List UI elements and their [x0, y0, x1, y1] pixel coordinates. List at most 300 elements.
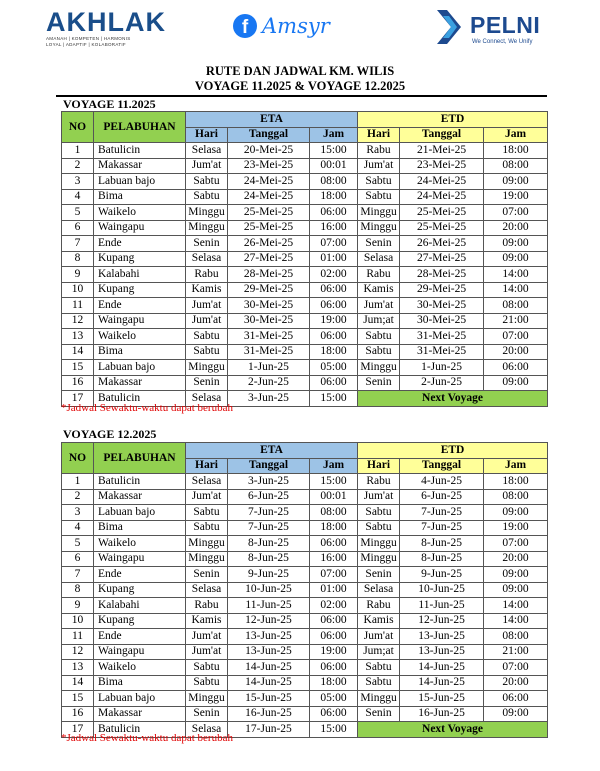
- cell-eta-time: 06:00: [310, 706, 358, 722]
- cell-eta-time: 00:01: [310, 489, 358, 505]
- cell-eta-date: 31-Mei-25: [228, 329, 310, 345]
- cell-etd-day: Rabu: [358, 598, 400, 614]
- cell-eta-time: 06:00: [310, 629, 358, 645]
- table-row: [62, 598, 548, 614]
- cell-etd-time: 09:00: [484, 375, 548, 391]
- cell-eta-date: 30-Mei-25: [228, 313, 310, 329]
- cell-etd-day: Jum;at: [358, 644, 400, 660]
- cell-eta-date: 24-Mei-25: [228, 174, 310, 190]
- cell-etd-date: 14-Jun-25: [400, 675, 484, 691]
- cell-eta-day: Minggu: [186, 220, 228, 236]
- header-eta: ETA: [186, 112, 358, 128]
- cell-etd-date: 26-Mei-25: [400, 236, 484, 252]
- cell-port: Waikelo: [94, 205, 186, 221]
- cell-etd-date: 25-Mei-25: [400, 205, 484, 221]
- cell-eta-time: 06:00: [310, 205, 358, 221]
- cell-no: 1: [62, 474, 94, 490]
- cell-port: Ende: [94, 629, 186, 645]
- cell-etd-time: 21:00: [484, 313, 548, 329]
- cell-etd-time: 20:00: [484, 551, 548, 567]
- cell-etd-day: Sabtu: [358, 344, 400, 360]
- cell-eta-date: 2-Jun-25: [228, 375, 310, 391]
- cell-eta-time: 05:00: [310, 691, 358, 707]
- cell-eta-date: 26-Mei-25: [228, 236, 310, 252]
- cell-no: 8: [62, 582, 94, 598]
- facebook-icon: f: [233, 14, 257, 38]
- cell-eta-date: 31-Mei-25: [228, 344, 310, 360]
- cell-no: 10: [62, 282, 94, 298]
- cell-etd-date: 7-Jun-25: [400, 505, 484, 521]
- header-etd-jam: Jam: [484, 458, 548, 474]
- cell-no: 2: [62, 158, 94, 174]
- cell-port: Labuan bajo: [94, 691, 186, 707]
- akhlak-logo-values-1: AMANAH | KOMPETEN | HARMONIS: [46, 36, 131, 41]
- cell-etd-time: 14:00: [484, 267, 548, 283]
- table-row: [62, 360, 548, 376]
- cell-eta-date: 6-Jun-25: [228, 489, 310, 505]
- cell-eta-time: 07:00: [310, 567, 358, 583]
- cell-eta-day: Jum'at: [186, 644, 228, 660]
- cell-eta-time: 18:00: [310, 520, 358, 536]
- cell-etd-date: 2-Jun-25: [400, 375, 484, 391]
- cell-etd-date: 11-Jun-25: [400, 598, 484, 614]
- cell-no: 16: [62, 375, 94, 391]
- cell-port: Makassar: [94, 706, 186, 722]
- cell-no: 4: [62, 520, 94, 536]
- cell-eta-time: 05:00: [310, 360, 358, 376]
- cell-etd-time: 20:00: [484, 344, 548, 360]
- cell-no: 15: [62, 360, 94, 376]
- cell-etd-date: 4-Jun-25: [400, 474, 484, 490]
- cell-no: 15: [62, 691, 94, 707]
- cell-etd-time: 08:00: [484, 629, 548, 645]
- pelni-logo-word: PELNI: [470, 12, 541, 38]
- cell-etd-time: 06:00: [484, 691, 548, 707]
- cell-etd-date: 8-Jun-25: [400, 551, 484, 567]
- cell-etd-day: Jum'at: [358, 489, 400, 505]
- cell-eta-day: Jum'at: [186, 489, 228, 505]
- cell-no: 12: [62, 313, 94, 329]
- cell-port: Ende: [94, 236, 186, 252]
- cell-eta-date: 7-Jun-25: [228, 520, 310, 536]
- cell-no: 9: [62, 598, 94, 614]
- table-header-row: [62, 443, 548, 459]
- cell-etd-day: Minggu: [358, 205, 400, 221]
- cell-etd-date: 8-Jun-25: [400, 536, 484, 552]
- cell-eta-date: 14-Jun-25: [228, 660, 310, 676]
- table-row: [62, 298, 548, 314]
- cell-port: Batulicin: [94, 474, 186, 490]
- cell-etd-date: 12-Jun-25: [400, 613, 484, 629]
- voyage-12-label: VOYAGE 12.2025: [63, 427, 157, 441]
- cell-eta-day: Jum'at: [186, 313, 228, 329]
- table-row: [62, 613, 548, 629]
- cell-etd-day: Sabtu: [358, 329, 400, 345]
- next-voyage-cell: Next Voyage: [358, 391, 548, 407]
- page-subtitle: VOYAGE 11.2025 & VOYAGE 12.2025: [194, 79, 406, 93]
- cell-port: Waingapu: [94, 644, 186, 660]
- table-row: [62, 220, 548, 236]
- cell-etd-day: Sabtu: [358, 520, 400, 536]
- cell-port: Makassar: [94, 375, 186, 391]
- akhlak-logo-word: AKHLAK: [46, 7, 166, 37]
- table-row: [62, 536, 548, 552]
- cell-eta-time: 15:00: [310, 143, 358, 159]
- table-row: [62, 282, 548, 298]
- cell-no: 13: [62, 660, 94, 676]
- cell-eta-day: Jum'at: [186, 158, 228, 174]
- header-eta-tanggal: Tanggal: [228, 458, 310, 474]
- cell-eta-date: 3-Jun-25: [228, 391, 310, 407]
- cell-eta-date: 15-Jun-25: [228, 691, 310, 707]
- cell-eta-time: 15:00: [310, 474, 358, 490]
- table-row: [62, 158, 548, 174]
- voyage-11-schedule-table: [61, 111, 548, 407]
- cell-eta-time: 16:00: [310, 551, 358, 567]
- table-row: [62, 582, 548, 598]
- cell-eta-day: Sabtu: [186, 189, 228, 205]
- table-row: [62, 644, 548, 660]
- next-voyage-cell: Next Voyage: [358, 722, 548, 738]
- page-header: [0, 0, 600, 60]
- table-header-row: [62, 112, 548, 128]
- cell-eta-date: 8-Jun-25: [228, 551, 310, 567]
- cell-etd-time: 14:00: [484, 598, 548, 614]
- cell-etd-time: 09:00: [484, 236, 548, 252]
- cell-etd-date: 24-Mei-25: [400, 174, 484, 190]
- cell-etd-date: 23-Mei-25: [400, 158, 484, 174]
- table-row: [62, 267, 548, 283]
- cell-etd-time: 06:00: [484, 360, 548, 376]
- cell-etd-day: Senin: [358, 236, 400, 252]
- header-eta: ETA: [186, 443, 358, 459]
- table-row: [62, 551, 548, 567]
- cell-no: 8: [62, 251, 94, 267]
- cell-eta-date: 20-Mei-25: [228, 143, 310, 159]
- cell-eta-date: 17-Jun-25: [228, 722, 310, 738]
- page-title: RUTE DAN JADWAL KM. WILIS: [205, 64, 395, 78]
- cell-port: Kupang: [94, 282, 186, 298]
- cell-etd-time: 18:00: [484, 143, 548, 159]
- cell-eta-time: 08:00: [310, 505, 358, 521]
- cell-eta-day: Senin: [186, 567, 228, 583]
- cell-no: 6: [62, 551, 94, 567]
- table-row: [62, 520, 548, 536]
- cell-eta-date: 7-Jun-25: [228, 505, 310, 521]
- cell-no: 17: [62, 391, 94, 407]
- cell-eta-date: 12-Jun-25: [228, 613, 310, 629]
- voyage-12-schedule-table: [61, 442, 548, 738]
- cell-port: Waingapu: [94, 220, 186, 236]
- cell-eta-date: 8-Jun-25: [228, 536, 310, 552]
- cell-port: Labuan bajo: [94, 174, 186, 190]
- cell-eta-day: Sabtu: [186, 660, 228, 676]
- cell-eta-day: Minggu: [186, 536, 228, 552]
- cell-no: 5: [62, 205, 94, 221]
- header-etd-hari: Hari: [358, 127, 400, 143]
- cell-no: 1: [62, 143, 94, 159]
- table-row: [62, 313, 548, 329]
- cell-etd-day: Selasa: [358, 582, 400, 598]
- cell-eta-time: 15:00: [310, 722, 358, 738]
- cell-eta-time: 06:00: [310, 613, 358, 629]
- cell-etd-day: Sabtu: [358, 660, 400, 676]
- cell-eta-time: 15:00: [310, 391, 358, 407]
- cell-no: 4: [62, 189, 94, 205]
- cell-etd-time: 14:00: [484, 613, 548, 629]
- cell-eta-time: 18:00: [310, 189, 358, 205]
- header-etd: ETD: [358, 112, 548, 128]
- cell-eta-date: 23-Mei-25: [228, 158, 310, 174]
- cell-eta-day: Selasa: [186, 582, 228, 598]
- cell-port: Ende: [94, 298, 186, 314]
- cell-eta-time: 06:00: [310, 282, 358, 298]
- cell-no: 7: [62, 567, 94, 583]
- cell-eta-time: 06:00: [310, 660, 358, 676]
- cell-eta-day: Senin: [186, 375, 228, 391]
- cell-etd-date: 9-Jun-25: [400, 567, 484, 583]
- cell-eta-day: Senin: [186, 236, 228, 252]
- cell-eta-date: 16-Jun-25: [228, 706, 310, 722]
- cell-etd-date: 29-Mei-25: [400, 282, 484, 298]
- cell-port: Batulicin: [94, 391, 186, 407]
- cell-port: Bima: [94, 675, 186, 691]
- cell-eta-date: 14-Jun-25: [228, 675, 310, 691]
- cell-eta-day: Minggu: [186, 551, 228, 567]
- cell-etd-time: 21:00: [484, 644, 548, 660]
- cell-eta-day: Sabtu: [186, 174, 228, 190]
- cell-no: 14: [62, 344, 94, 360]
- cell-eta-date: 29-Mei-25: [228, 282, 310, 298]
- cell-eta-day: Sabtu: [186, 344, 228, 360]
- table-row: [62, 236, 548, 252]
- table-row: [62, 375, 548, 391]
- cell-eta-day: Selasa: [186, 391, 228, 407]
- table-row: [62, 706, 548, 722]
- pelni-tagline: We Connect, We Unify: [472, 39, 533, 45]
- cell-eta-time: 18:00: [310, 344, 358, 360]
- header-etd: ETD: [358, 443, 548, 459]
- cell-no: 17: [62, 722, 94, 738]
- cell-no: 7: [62, 236, 94, 252]
- cell-eta-time: 07:00: [310, 236, 358, 252]
- akhlak-logo: [46, 7, 166, 48]
- cell-port: Kalabahi: [94, 267, 186, 283]
- cell-etd-day: Sabtu: [358, 675, 400, 691]
- cell-no: 2: [62, 489, 94, 505]
- cell-etd-day: Minggu: [358, 536, 400, 552]
- cell-no: 11: [62, 298, 94, 314]
- cell-etd-day: Minggu: [358, 691, 400, 707]
- cell-port: Ende: [94, 567, 186, 583]
- cell-etd-date: 28-Mei-25: [400, 267, 484, 283]
- cell-etd-day: Minggu: [358, 360, 400, 376]
- cell-eta-date: 10-Jun-25: [228, 582, 310, 598]
- cell-port: Makassar: [94, 489, 186, 505]
- cell-etd-time: 07:00: [484, 205, 548, 221]
- cell-port: Kupang: [94, 251, 186, 267]
- cell-eta-date: 25-Mei-25: [228, 205, 310, 221]
- cell-eta-date: 25-Mei-25: [228, 220, 310, 236]
- cell-etd-date: 6-Jun-25: [400, 489, 484, 505]
- cell-eta-day: Selasa: [186, 251, 228, 267]
- header-eta-jam: Jam: [310, 458, 358, 474]
- cell-etd-time: 09:00: [484, 706, 548, 722]
- cell-eta-date: 30-Mei-25: [228, 298, 310, 314]
- cell-eta-time: 18:00: [310, 675, 358, 691]
- cell-eta-time: 02:00: [310, 598, 358, 614]
- cell-etd-time: 20:00: [484, 675, 548, 691]
- cell-etd-date: 13-Jun-25: [400, 644, 484, 660]
- cell-eta-day: Rabu: [186, 267, 228, 283]
- cell-eta-time: 01:00: [310, 582, 358, 598]
- table-row: [62, 675, 548, 691]
- cell-eta-day: Selasa: [186, 143, 228, 159]
- cell-eta-date: 13-Jun-25: [228, 629, 310, 645]
- cell-etd-date: 16-Jun-25: [400, 706, 484, 722]
- cell-eta-time: 08:00: [310, 174, 358, 190]
- cell-port: Batulicin: [94, 143, 186, 159]
- cell-etd-date: 31-Mei-25: [400, 329, 484, 345]
- cell-eta-day: Kamis: [186, 613, 228, 629]
- cell-etd-day: Sabtu: [358, 505, 400, 521]
- cell-no: 10: [62, 613, 94, 629]
- cell-no: 3: [62, 174, 94, 190]
- cell-etd-time: 08:00: [484, 158, 548, 174]
- cell-no: 11: [62, 629, 94, 645]
- cell-eta-day: Jum'at: [186, 629, 228, 645]
- cell-port: Waingapu: [94, 313, 186, 329]
- cell-etd-date: 13-Jun-25: [400, 629, 484, 645]
- header-etd-jam: Jam: [484, 127, 548, 143]
- cell-etd-date: 1-Jun-25: [400, 360, 484, 376]
- cell-eta-time: 19:00: [310, 644, 358, 660]
- cell-eta-time: 16:00: [310, 220, 358, 236]
- cell-etd-date: 31-Mei-25: [400, 344, 484, 360]
- table-row: [62, 505, 548, 521]
- table-row: [62, 344, 548, 360]
- cell-no: 13: [62, 329, 94, 345]
- cell-eta-day: Selasa: [186, 474, 228, 490]
- table-row: [62, 251, 548, 267]
- cell-etd-date: 24-Mei-25: [400, 189, 484, 205]
- cell-etd-date: 27-Mei-25: [400, 251, 484, 267]
- cell-etd-time: 09:00: [484, 582, 548, 598]
- header-eta-hari: Hari: [186, 127, 228, 143]
- cell-etd-day: Jum'at: [358, 298, 400, 314]
- header-no: NO: [62, 443, 94, 474]
- cell-etd-date: 30-Mei-25: [400, 298, 484, 314]
- cell-etd-time: 19:00: [484, 189, 548, 205]
- akhlak-logo-values-2: LOYAL | ADAPTIF | KOLABORATIF: [46, 42, 126, 47]
- cell-eta-date: 24-Mei-25: [228, 189, 310, 205]
- cell-port: Waingapu: [94, 551, 186, 567]
- cell-eta-time: 06:00: [310, 536, 358, 552]
- cell-eta-date: 9-Jun-25: [228, 567, 310, 583]
- cell-eta-time: 01:00: [310, 251, 358, 267]
- cell-port: Bima: [94, 344, 186, 360]
- cell-eta-day: Minggu: [186, 360, 228, 376]
- voyage-12-note: *Jadwal Sewaktu-waktu dapat berubah: [61, 732, 233, 744]
- cell-etd-day: Kamis: [358, 613, 400, 629]
- cell-etd-day: Senin: [358, 567, 400, 583]
- cell-etd-day: Senin: [358, 375, 400, 391]
- cell-eta-day: Selasa: [186, 722, 228, 738]
- cell-etd-day: Kamis: [358, 282, 400, 298]
- cell-eta-day: Jum'at: [186, 298, 228, 314]
- cell-no: 12: [62, 644, 94, 660]
- cell-etd-day: Rabu: [358, 474, 400, 490]
- table-row: [62, 143, 548, 159]
- cell-eta-day: Rabu: [186, 598, 228, 614]
- cell-eta-date: 11-Jun-25: [228, 598, 310, 614]
- cell-etd-time: 08:00: [484, 298, 548, 314]
- cell-eta-day: Sabtu: [186, 520, 228, 536]
- cell-etd-day: Selasa: [358, 251, 400, 267]
- header-eta-tanggal: Tanggal: [228, 127, 310, 143]
- cell-etd-date: 25-Mei-25: [400, 220, 484, 236]
- header-etd-hari: Hari: [358, 458, 400, 474]
- cell-etd-time: 18:00: [484, 474, 548, 490]
- table-row: [62, 474, 548, 490]
- cell-etd-day: Minggu: [358, 551, 400, 567]
- cell-etd-time: 14:00: [484, 282, 548, 298]
- cell-port: Waikelo: [94, 329, 186, 345]
- cell-eta-time: 06:00: [310, 298, 358, 314]
- cell-no: 6: [62, 220, 94, 236]
- table-row: [62, 629, 548, 645]
- cell-etd-time: 19:00: [484, 520, 548, 536]
- cell-etd-date: 15-Jun-25: [400, 691, 484, 707]
- header-etd-tanggal: Tanggal: [400, 458, 484, 474]
- cell-etd-date: 30-Mei-25: [400, 313, 484, 329]
- header-pelabuhan: PELABUHAN: [94, 443, 186, 474]
- cell-eta-time: 02:00: [310, 267, 358, 283]
- table-row: [62, 329, 548, 345]
- cell-eta-day: Minggu: [186, 691, 228, 707]
- header-no: NO: [62, 112, 94, 143]
- table-row: [62, 174, 548, 190]
- cell-etd-time: 09:00: [484, 251, 548, 267]
- cell-etd-date: 10-Jun-25: [400, 582, 484, 598]
- cell-no: 5: [62, 536, 94, 552]
- cell-eta-date: 3-Jun-25: [228, 474, 310, 490]
- cell-port: Kupang: [94, 582, 186, 598]
- cell-etd-time: 08:00: [484, 489, 548, 505]
- cell-eta-date: 1-Jun-25: [228, 360, 310, 376]
- cell-etd-date: 7-Jun-25: [400, 520, 484, 536]
- cell-port: Kupang: [94, 613, 186, 629]
- cell-eta-time: 06:00: [310, 375, 358, 391]
- header-etd-tanggal: Tanggal: [400, 127, 484, 143]
- cell-etd-day: Minggu: [358, 220, 400, 236]
- cell-eta-day: Sabtu: [186, 675, 228, 691]
- table-row: [62, 567, 548, 583]
- cell-port: Waikelo: [94, 536, 186, 552]
- cell-etd-time: 20:00: [484, 220, 548, 236]
- cell-eta-day: Kamis: [186, 282, 228, 298]
- header-eta-jam: Jam: [310, 127, 358, 143]
- cell-eta-date: 13-Jun-25: [228, 644, 310, 660]
- cell-etd-day: Jum'at: [358, 158, 400, 174]
- cell-port: Batulicin: [94, 722, 186, 738]
- table-row: [62, 189, 548, 205]
- cell-etd-day: Rabu: [358, 267, 400, 283]
- pelni-chevron-icon: [437, 10, 465, 44]
- amsyr-logo: [233, 10, 330, 42]
- cell-etd-time: 07:00: [484, 660, 548, 676]
- cell-port: Bima: [94, 520, 186, 536]
